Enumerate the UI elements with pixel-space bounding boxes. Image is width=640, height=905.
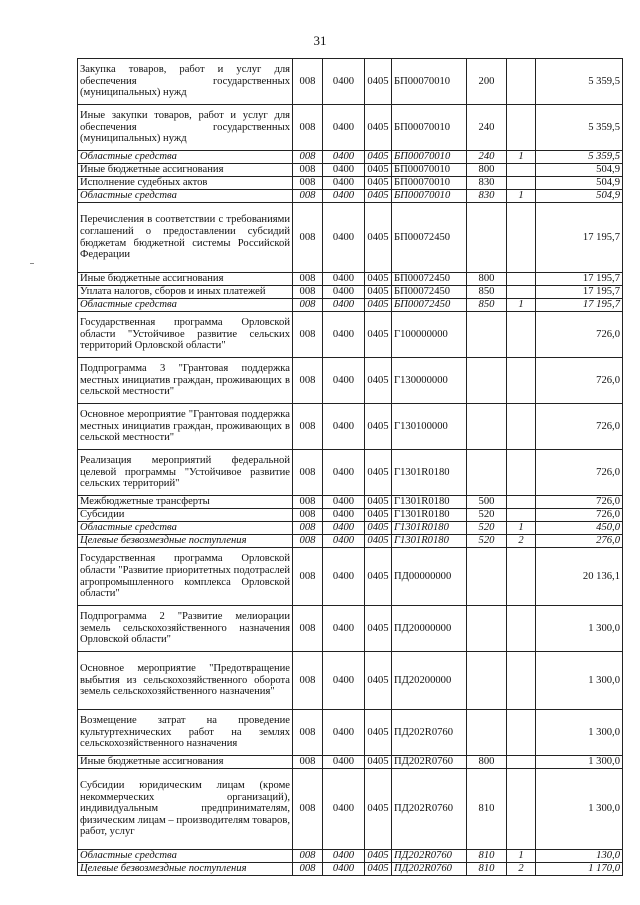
row-gr: 008	[293, 299, 323, 312]
row-gr: 008	[293, 535, 323, 548]
row-gr: 008	[293, 312, 323, 358]
row-amount: 1 300,0	[536, 769, 623, 850]
row-name: Областные средства	[78, 151, 293, 164]
table-row	[78, 522, 623, 535]
row-pr: 0405	[365, 312, 392, 358]
row-vr: 810	[467, 769, 507, 850]
row-gr: 008	[293, 177, 323, 190]
table-row	[78, 312, 623, 358]
row-pr: 0405	[365, 164, 392, 177]
row-amount: 130,0	[536, 850, 623, 863]
row-gr: 008	[293, 59, 323, 105]
row-name: Областные средства	[78, 522, 293, 535]
row-amount: 20 136,1	[536, 548, 623, 606]
table-row	[78, 404, 623, 450]
row-src	[507, 606, 536, 652]
row-pr: 0405	[365, 535, 392, 548]
row-rz: 0400	[323, 299, 365, 312]
row-name: Возмещение затрат на проведение культуртехнических работ на землях сельскохозяйственного назначения	[78, 710, 293, 756]
row-rz: 0400	[323, 286, 365, 299]
row-src: 1	[507, 522, 536, 535]
row-rz: 0400	[323, 548, 365, 606]
row-src: 2	[507, 863, 536, 876]
table-row	[78, 850, 623, 863]
row-rz: 0400	[323, 151, 365, 164]
row-rz: 0400	[323, 203, 365, 273]
page-number: 31	[313, 33, 327, 48]
row-csr: БП00070010	[392, 151, 467, 164]
table-row	[78, 164, 623, 177]
row-rz: 0400	[323, 358, 365, 404]
row-pr: 0405	[365, 203, 392, 273]
row-csr: БП00070010	[392, 105, 467, 151]
row-vr: 830	[467, 177, 507, 190]
row-csr: БП00072450	[392, 286, 467, 299]
row-amount: 726,0	[536, 404, 623, 450]
row-src: 1	[507, 850, 536, 863]
row-src: 1	[507, 299, 536, 312]
row-name: Областные средства	[78, 850, 293, 863]
row-name: Субсидии юридическим лицам (кроме некоммерческих организаций), индивидуальным предпринимателям, физическим лицам – производителям товаров, работ, услуг	[78, 769, 293, 850]
row-src	[507, 769, 536, 850]
row-gr: 008	[293, 522, 323, 535]
row-rz: 0400	[323, 509, 365, 522]
table-row	[78, 769, 623, 850]
row-gr: 008	[293, 404, 323, 450]
row-gr: 008	[293, 273, 323, 286]
row-rz: 0400	[323, 756, 365, 769]
row-src	[507, 652, 536, 710]
row-csr: ПД20000000	[392, 606, 467, 652]
row-pr: 0405	[365, 710, 392, 756]
row-amount: 1 300,0	[536, 652, 623, 710]
row-gr: 008	[293, 164, 323, 177]
row-amount: 5 359,5	[536, 59, 623, 105]
row-src	[507, 358, 536, 404]
row-vr	[467, 450, 507, 496]
table-row	[78, 606, 623, 652]
row-pr: 0405	[365, 548, 392, 606]
row-name: Целевые безвозмездные поступления	[78, 863, 293, 876]
row-src	[507, 59, 536, 105]
row-gr: 008	[293, 606, 323, 652]
row-rz: 0400	[323, 769, 365, 850]
row-rz: 0400	[323, 312, 365, 358]
row-rz: 0400	[323, 450, 365, 496]
row-csr: БП00072450	[392, 273, 467, 286]
row-vr: 200	[467, 59, 507, 105]
row-src	[507, 548, 536, 606]
row-rz: 0400	[323, 863, 365, 876]
row-pr: 0405	[365, 286, 392, 299]
row-csr: Г1301R0180	[392, 535, 467, 548]
row-pr: 0405	[365, 59, 392, 105]
row-vr: 520	[467, 535, 507, 548]
row-rz: 0400	[323, 496, 365, 509]
margin-mark	[30, 263, 34, 264]
row-gr: 008	[293, 652, 323, 710]
row-amount: 276,0	[536, 535, 623, 548]
row-amount: 5 359,5	[536, 105, 623, 151]
row-gr: 008	[293, 756, 323, 769]
table-row	[78, 151, 623, 164]
row-csr: Г130000000	[392, 358, 467, 404]
row-src	[507, 273, 536, 286]
row-pr: 0405	[365, 652, 392, 710]
row-vr	[467, 358, 507, 404]
row-rz: 0400	[323, 273, 365, 286]
row-csr: ПД202R0760	[392, 710, 467, 756]
table-row	[78, 286, 623, 299]
row-src: 1	[507, 151, 536, 164]
table-row	[78, 652, 623, 710]
budget-table	[77, 58, 623, 876]
row-gr: 008	[293, 286, 323, 299]
row-rz: 0400	[323, 404, 365, 450]
row-amount: 726,0	[536, 509, 623, 522]
row-rz: 0400	[323, 606, 365, 652]
row-pr: 0405	[365, 299, 392, 312]
table-row	[78, 177, 623, 190]
row-rz: 0400	[323, 164, 365, 177]
row-csr: БП00072450	[392, 299, 467, 312]
row-vr: 800	[467, 273, 507, 286]
row-amount: 5 359,5	[536, 151, 623, 164]
row-name: Подпрограмма 2 "Развитие мелиорации земель сельскохозяйственного назначения Орловской области"	[78, 606, 293, 652]
row-vr: 810	[467, 863, 507, 876]
row-gr: 008	[293, 105, 323, 151]
row-rz: 0400	[323, 710, 365, 756]
row-src	[507, 756, 536, 769]
row-name: Иные закупки товаров, работ и услуг для обеспечения государственных (муниципальных) нужд	[78, 105, 293, 151]
table-row	[78, 450, 623, 496]
table-row	[78, 509, 623, 522]
table-row	[78, 535, 623, 548]
row-gr: 008	[293, 509, 323, 522]
row-pr: 0405	[365, 273, 392, 286]
row-name: Основное мероприятие "Предотвращение выбытия из сельскохозяйственного оборота земель сельскохозяйственного назначения"	[78, 652, 293, 710]
row-rz: 0400	[323, 177, 365, 190]
row-name: Основное мероприятие "Грантовая поддержка местных инициатив граждан, проживающих в сельской местности"	[78, 404, 293, 450]
row-csr: ПД20200000	[392, 652, 467, 710]
row-pr: 0405	[365, 190, 392, 203]
row-csr: ПД202R0760	[392, 769, 467, 850]
row-gr: 008	[293, 496, 323, 509]
row-csr: БП00070010	[392, 190, 467, 203]
row-gr: 008	[293, 151, 323, 164]
row-src	[507, 312, 536, 358]
row-csr: Г1301R0180	[392, 522, 467, 535]
row-src	[507, 203, 536, 273]
row-name: Перечисления в соответствии с требованиями соглашений о предоставлении субсидий бюджетам бюджетной системы Российской Федерации	[78, 203, 293, 273]
row-rz: 0400	[323, 105, 365, 151]
table-row	[78, 756, 623, 769]
row-src	[507, 509, 536, 522]
row-rz: 0400	[323, 522, 365, 535]
row-name: Областные средства	[78, 190, 293, 203]
row-name: Закупка товаров, работ и услуг для обеспечения государственных (муниципальных) нужд	[78, 59, 293, 105]
row-vr	[467, 710, 507, 756]
row-rz: 0400	[323, 535, 365, 548]
row-vr: 850	[467, 299, 507, 312]
row-gr: 008	[293, 450, 323, 496]
row-gr: 008	[293, 190, 323, 203]
row-pr: 0405	[365, 404, 392, 450]
row-name: Реализация мероприятий федеральной целевой программы "Устойчивое развитие сельских территорий"	[78, 450, 293, 496]
row-name: Областные средства	[78, 299, 293, 312]
table-row	[78, 190, 623, 203]
row-pr: 0405	[365, 358, 392, 404]
row-src	[507, 450, 536, 496]
row-gr: 008	[293, 863, 323, 876]
row-amount: 17 195,7	[536, 273, 623, 286]
row-amount: 504,9	[536, 177, 623, 190]
row-pr: 0405	[365, 863, 392, 876]
table-row	[78, 863, 623, 876]
row-vr	[467, 312, 507, 358]
row-csr: ПД00000000	[392, 548, 467, 606]
row-amount: 17 195,7	[536, 286, 623, 299]
row-csr: Г1301R0180	[392, 496, 467, 509]
row-src	[507, 286, 536, 299]
row-rz: 0400	[323, 59, 365, 105]
row-csr: Г130100000	[392, 404, 467, 450]
row-vr: 240	[467, 151, 507, 164]
row-name: Иные бюджетные ассигнования	[78, 273, 293, 286]
row-csr: Г1301R0180	[392, 450, 467, 496]
row-vr: 520	[467, 522, 507, 535]
table-row	[78, 299, 623, 312]
row-vr: 800	[467, 756, 507, 769]
row-name: Иные бюджетные ассигнования	[78, 756, 293, 769]
row-vr	[467, 548, 507, 606]
table-row	[78, 710, 623, 756]
table-row	[78, 358, 623, 404]
row-pr: 0405	[365, 177, 392, 190]
row-amount: 1 300,0	[536, 710, 623, 756]
row-amount: 1 170,0	[536, 863, 623, 876]
row-name: Государственная программа Орловской области "Развитие приоритетных подотраслей агропромышленного комплекса Орловской области"	[78, 548, 293, 606]
row-csr: Г100000000	[392, 312, 467, 358]
row-gr: 008	[293, 769, 323, 850]
row-src	[507, 404, 536, 450]
row-amount: 450,0	[536, 522, 623, 535]
row-pr: 0405	[365, 606, 392, 652]
row-pr: 0405	[365, 450, 392, 496]
row-amount: 504,9	[536, 190, 623, 203]
row-csr: ПД202R0760	[392, 850, 467, 863]
row-amount: 17 195,7	[536, 203, 623, 273]
row-vr	[467, 404, 507, 450]
row-name: Субсидии	[78, 509, 293, 522]
table-row	[78, 59, 623, 105]
row-amount: 504,9	[536, 164, 623, 177]
row-amount: 726,0	[536, 450, 623, 496]
row-src: 1	[507, 190, 536, 203]
row-pr: 0405	[365, 756, 392, 769]
row-amount: 726,0	[536, 312, 623, 358]
row-vr: 520	[467, 509, 507, 522]
row-pr: 0405	[365, 151, 392, 164]
row-vr: 500	[467, 496, 507, 509]
row-name: Уплата налогов, сборов и иных платежей	[78, 286, 293, 299]
row-gr: 008	[293, 203, 323, 273]
row-src	[507, 105, 536, 151]
row-name: Подпрограмма 3 "Грантовая поддержка местных инициатив граждан, проживающих в сельской местности"	[78, 358, 293, 404]
row-rz: 0400	[323, 190, 365, 203]
table-row	[78, 105, 623, 151]
row-csr: Г1301R0180	[392, 509, 467, 522]
row-amount: 726,0	[536, 496, 623, 509]
row-pr: 0405	[365, 769, 392, 850]
row-vr: 240	[467, 105, 507, 151]
row-vr: 800	[467, 164, 507, 177]
table-row	[78, 273, 623, 286]
row-pr: 0405	[365, 522, 392, 535]
table-row	[78, 496, 623, 509]
row-csr: БП00072450	[392, 203, 467, 273]
row-pr: 0405	[365, 105, 392, 151]
row-gr: 008	[293, 850, 323, 863]
row-rz: 0400	[323, 850, 365, 863]
budget-table-body	[78, 59, 623, 876]
row-rz: 0400	[323, 652, 365, 710]
row-csr: БП00070010	[392, 59, 467, 105]
row-vr	[467, 606, 507, 652]
row-src: 2	[507, 535, 536, 548]
row-vr	[467, 652, 507, 710]
row-amount: 726,0	[536, 358, 623, 404]
table-row	[78, 203, 623, 273]
row-src	[507, 177, 536, 190]
row-gr: 008	[293, 548, 323, 606]
row-pr: 0405	[365, 509, 392, 522]
row-vr	[467, 203, 507, 273]
row-src	[507, 164, 536, 177]
row-name: Исполнение судебных актов	[78, 177, 293, 190]
row-pr: 0405	[365, 496, 392, 509]
row-vr: 810	[467, 850, 507, 863]
row-name: Целевые безвозмездные поступления	[78, 535, 293, 548]
row-name: Государственная программа Орловской области "Устойчивое развитие сельских территорий Орловской области"	[78, 312, 293, 358]
row-amount: 17 195,7	[536, 299, 623, 312]
row-csr: БП00070010	[392, 164, 467, 177]
row-amount: 1 300,0	[536, 756, 623, 769]
row-vr: 830	[467, 190, 507, 203]
row-pr: 0405	[365, 850, 392, 863]
row-name: Межбюджетные трансферты	[78, 496, 293, 509]
table-row	[78, 548, 623, 606]
row-src	[507, 496, 536, 509]
row-csr: ПД202R0760	[392, 756, 467, 769]
row-amount: 1 300,0	[536, 606, 623, 652]
row-gr: 008	[293, 710, 323, 756]
row-name: Иные бюджетные ассигнования	[78, 164, 293, 177]
row-vr: 850	[467, 286, 507, 299]
row-src	[507, 710, 536, 756]
row-gr: 008	[293, 358, 323, 404]
row-csr: БП00070010	[392, 177, 467, 190]
row-csr: ПД202R0760	[392, 863, 467, 876]
